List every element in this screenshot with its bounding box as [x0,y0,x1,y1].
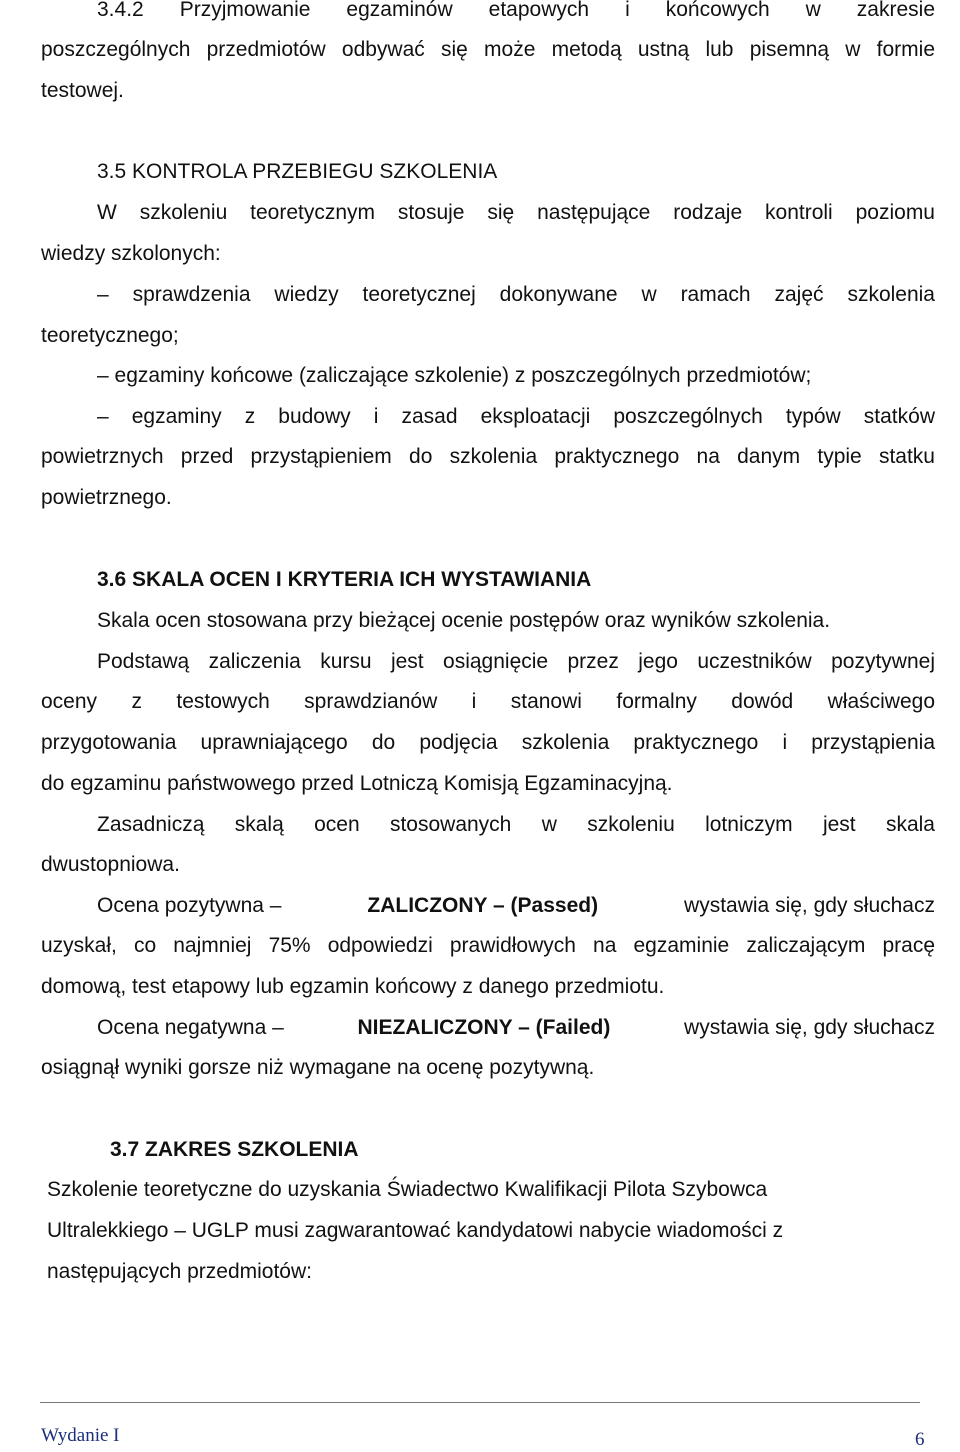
section-36-paragraph-2-line-4: do egzaminu państwowego przed Lotniczą Komisją Egzaminacyjną. [41,772,673,795]
section-35-bullet-2: – egzaminy końcowe (zaliczające szkolenie) z poszczególnych przedmiotów; [97,364,812,387]
positive-grade-term: ZALICZONY – (Passed) [367,894,599,917]
positive-grade-label: Ocena pozytywna – [97,894,282,917]
section-37-line-1: Szkolenie teoretyczne do uzyskania Świadectwo Kwalifikacji Pilota Szybowca [47,1178,768,1201]
section-36-paragraph-4-line-1 [97,892,935,920]
negative-grade-label: Ocena negatywna – [97,1016,284,1039]
section-36-paragraph-3-line-1: Zasadniczą skalą ocen stosowanych w szkoleniu lotniczym jest skala [97,813,935,836]
section-35-bullet-1-line-1: – sprawdzenia wiedzy teoretycznej dokonywane w ramach zajęć szkolenia [97,283,935,306]
footer-page-number: 6 [915,1429,925,1450]
section-36-paragraph-5-line-2: osiągnął wyniki gorsze niż wymagane na ocenę pozytywną. [41,1056,595,1079]
section-36-paragraph-1: Skala ocen stosowana przy bieżącej ocenie postępów oraz wyników szkolenia. [97,609,831,632]
section-37-line-2: Ultralekkiego – UGLP musi zagwarantować kandydatowi nabycie wiadomości z [47,1219,784,1242]
section-36-heading: 3.6 SKALA OCEN I KRYTERIA ICH WYSTAWIANIA [97,568,592,591]
section-36-paragraph-2-line-3: przygotowania uprawniającego do podjęcia szkolenia praktycznego i przystąpienia [41,731,935,754]
section-36-paragraph-4-line-2: uzyskał, co najmniej 75% odpowiedzi prawidłowych na egzaminie zaliczającym pracę [41,934,935,957]
section-35-intro-line-2: wiedzy szkolonych: [41,242,221,265]
section-36-paragraph-2-line-2: oceny z testowych sprawdzianów i stanowi formalny dowód właściwego [41,690,935,713]
section-37-heading: 3.7 ZAKRES SZKOLENIA [110,1138,359,1161]
section-35-bullet-1-line-2: teoretycznego; [41,324,179,347]
section-35-bullet-3-line-1: – egzaminy z budowy i zasad eksploatacji poszczególnych typów statków [97,405,935,428]
section-342-line-3: testowej. [41,79,124,102]
section-35-bullet-3-line-2: powietrznych przed przystąpieniem do szkolenia praktycznego na danym typie statku [41,445,935,468]
section-37-line-3: następujących przedmiotów: [47,1260,312,1283]
section-35-intro-line-1: W szkoleniu teoretycznym stosuje się następujące rodzaje kontroli poziomu [97,201,935,224]
section-36-paragraph-4-line-3: domową, test etapowy lub egzamin końcowy z danego przedmiotu. [41,975,665,998]
negative-grade-term: NIEZALICZONY – (Failed) [357,1016,611,1039]
section-342-line-2: poszczególnych przedmiotów odbywać się może metodą ustną lub pisemną w formie [41,38,935,61]
footer-edition: Wydanie I [41,1425,120,1446]
negative-grade-condition: wystawia się, gdy słuchacz [684,1016,935,1039]
section-35-bullet-3-line-3: powietrznego. [41,486,172,509]
section-342-line-1: 3.4.2 Przyjmowanie egzaminów etapowych i końcowych w zakresie [97,0,935,21]
positive-grade-condition: wystawia się, gdy słuchacz [684,894,935,917]
section-36-paragraph-3-line-2: dwustopniowa. [41,853,180,876]
section-36-paragraph-5-line-1 [97,1014,935,1042]
section-36-paragraph-2-line-1: Podstawą zaliczenia kursu jest osiągnięcie przez jego uczestników pozytywnej [97,650,935,673]
footer-divider [40,1402,920,1403]
section-35-heading: 3.5 KONTROLA PRZEBIEGU SZKOLENIA [97,160,498,183]
